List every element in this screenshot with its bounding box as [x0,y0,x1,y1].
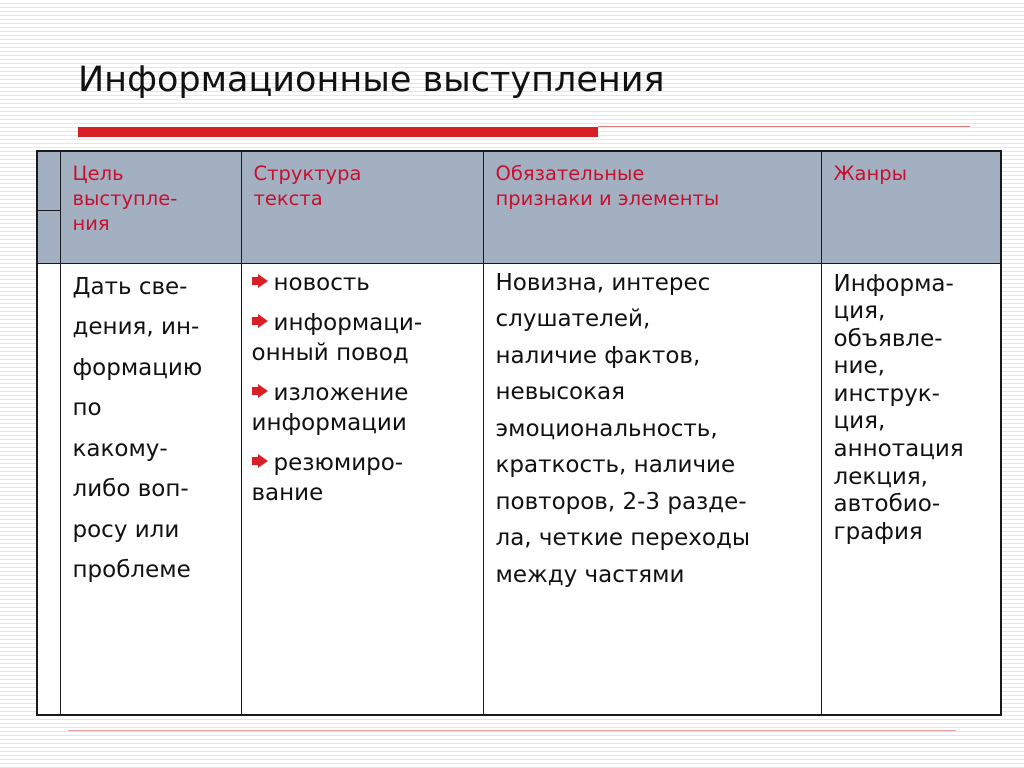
cell-goal [60,263,241,715]
info-speech-table [36,150,1002,716]
header-goal: Цель выступле- ния [72,162,178,235]
header-structure: Структура текста [253,162,362,210]
title-thin-rule [598,126,970,127]
table-body-row [37,263,1001,715]
row-stub-body [37,263,60,715]
cell-genres [821,263,1001,715]
cell-features [483,263,821,715]
arrow-bullet-icon [252,380,274,406]
structure-item-text: информаци- онный повод [251,309,423,366]
structure-item [252,308,477,368]
goal-text: Дать све- дения, ин- формацию по какому- либо воп- росу или проблеме [72,273,203,583]
cell-structure [241,263,483,715]
arrow-bullet-icon [252,270,274,296]
header-cell-genres [821,151,1001,263]
header-cell-goal [60,151,241,263]
header-cell-features [483,151,821,263]
header-cell-structure [241,151,483,263]
structure-list [242,264,483,508]
header-genres: Жанры [833,162,907,185]
features-text: Новизна, интерес слушателей, наличие фактов, невысокая эмоциональность, краткость, наличие повторов, 2-3 разде- ла, четкие переходы между частями [495,269,751,588]
structure-item [252,448,477,508]
title-accent-bar [78,127,598,137]
arrow-bullet-icon [252,450,274,476]
structure-item [252,268,477,298]
structure-item-text: изложение информации [251,379,409,436]
structure-item-text: новость [273,269,370,296]
header-features: Обязательные признаки и элементы [495,162,720,210]
table-header-row [37,151,1001,263]
row-stub-header [37,151,60,263]
footer-rule [68,730,956,731]
slide-title: Информационные выступления [78,60,665,100]
stub-divider [38,210,60,211]
arrow-bullet-icon [252,310,274,336]
genres-text: Информа- ция, объявле- ние, инструк- ция, аннотация лекция, автобио- графия [833,270,964,545]
structure-item [252,378,477,438]
structure-item-text: резюмиро- вание [251,449,404,506]
